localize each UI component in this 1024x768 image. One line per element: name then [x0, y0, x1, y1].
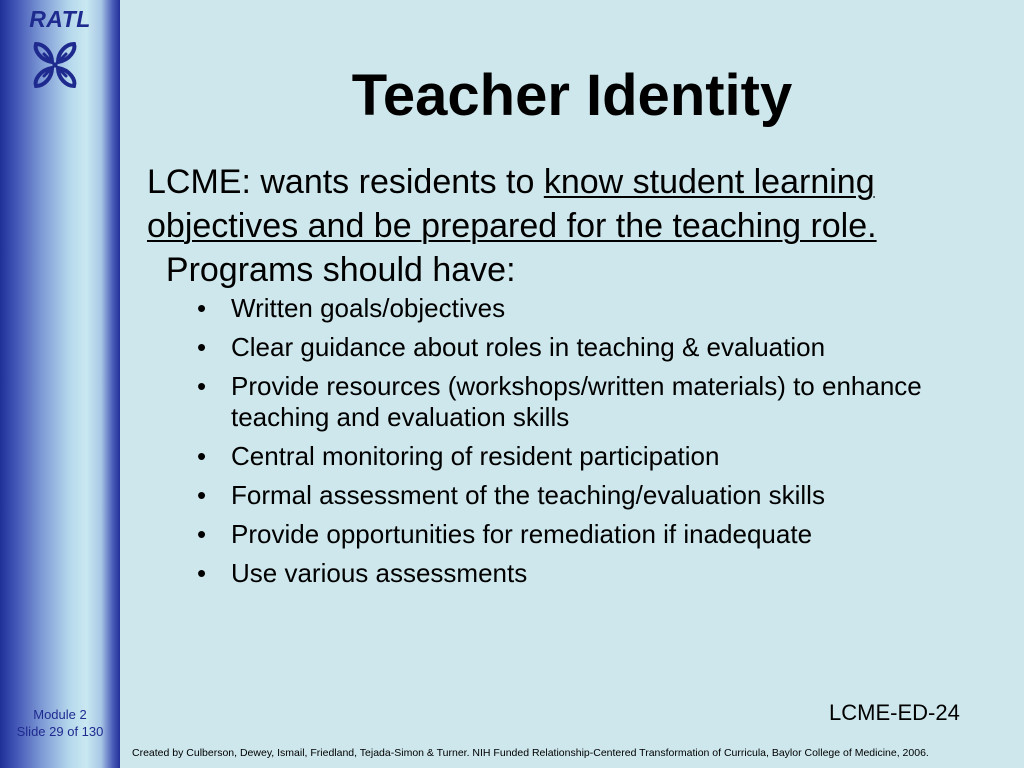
slide-info: [0, 706, 120, 740]
intro-tail: Programs should have:: [147, 251, 516, 289]
slide-counter: Slide 29 of 130: [16, 724, 104, 739]
footer-credits: Created by Culberson, Dewey, Ismail, Friedland, Tejada-Simon & Turner. NIH Funded Relationship-Centered Transformation of Curricula, Baylor College of Medicine, 2006.: [132, 747, 929, 759]
bullet-text: Clear guidance about roles in teaching & evaluation: [231, 332, 826, 362]
bullet-icon: •: [197, 480, 207, 510]
intro-lead: LCME: wants residents to: [147, 163, 544, 201]
module-label: Module 2: [33, 707, 87, 722]
bullet-text: Provide resources (workshops/written materials) to enhance teaching and evaluation skills: [231, 371, 922, 432]
sidebar: [0, 0, 120, 768]
bullet-icon: •: [197, 441, 207, 471]
intro-paragraph: [147, 160, 947, 292]
bullet-text: Formal assessment of the teaching/evaluation skills: [231, 480, 825, 510]
bullet-text: Written goals/objectives: [231, 293, 506, 323]
bullet-icon: •: [197, 371, 207, 401]
bullet-text: Use various assessments: [231, 558, 528, 588]
intro-underlined: know student learning objectives and be prepared for the teaching role.: [147, 163, 877, 245]
list-item: [197, 293, 937, 324]
list-item: [197, 558, 937, 589]
bullet-text: Provide opportunities for remediation if inadequate: [231, 519, 813, 549]
slide-title: Teacher Identity: [351, 63, 793, 128]
list-item: [197, 371, 937, 433]
bullet-icon: •: [197, 332, 207, 362]
list-item: [197, 332, 937, 363]
list-item: [197, 519, 937, 550]
list-item: [197, 480, 937, 511]
ratl-logo-icon: [30, 40, 80, 90]
bullet-icon: •: [197, 519, 207, 549]
list-item: [197, 441, 937, 472]
reference-code: LCME-ED-24: [829, 700, 960, 725]
bullet-icon: •: [197, 558, 207, 588]
bullet-icon: •: [197, 293, 207, 323]
ratl-logo-text: RATL: [29, 6, 91, 32]
bullet-list: [197, 293, 937, 597]
bullet-text: Central monitoring of resident participation: [231, 441, 720, 471]
